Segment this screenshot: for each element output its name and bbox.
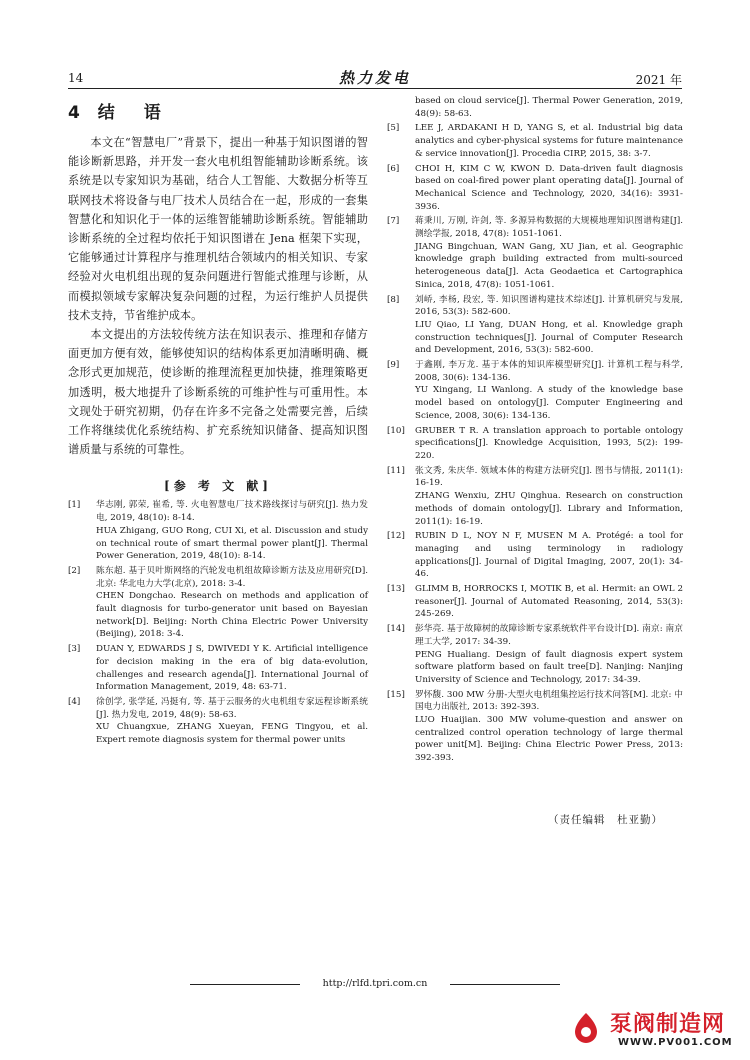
- reference-item: [387, 359, 683, 423]
- reference-line: LIU Qiao, LI Yang, DUAN Hong, et al. Knowledge graph construction techniques[J]. Journal of Computer Research and Development, 2016, 53(3): 582-600.: [415, 319, 683, 356]
- reference-number: [9]: [387, 360, 400, 371]
- page-footer: [190, 978, 560, 992]
- reference-item: [387, 583, 683, 621]
- reference-number: [7]: [387, 216, 400, 227]
- left-column: [68, 95, 368, 749]
- reference-item: [387, 122, 683, 160]
- conclusion-paragraph-2: 本文提出的方法较传统方法在知识表示、推理和存储方面更加方便有效，能够使知识的结构体系更加清晰明确、概念形式更加规范，使诊断的推理流程更加快捷，推理策略更加透明，极大地提升了诊断系统的可维护性与可重用性。本文现处于研究初期，仍存在许多不完备之处需要完善，后续工作将继续优化系统结构、扩充系统知识储备、提高知识图谱质量与系统的可靠性。: [68, 328, 368, 457]
- reference-item: [387, 623, 683, 687]
- reference-item: [68, 565, 368, 641]
- reference-number: [13]: [387, 584, 405, 595]
- reference-line: GLIMM B, HORROCKS I, MOTIK B, et al. Hermit: an OWL 2 reasoner[J]. Journal of Automated Reasoning, 2014, 53(3): 245-269.: [415, 584, 683, 620]
- reference-line: DUAN Y, EDWARDS J S, DWIVEDI Y K. Artificial intelligence for decision making in the era of big data-evolution, challenges and research agenda[J]. International Journal of Information Management, 2019, 48: 63-71.: [96, 644, 368, 693]
- page-number: 14: [68, 71, 84, 85]
- reference-line: LUO Huaijian. 300 MW volume-question and answer on centralized control operation technology of large thermal power unit[M]. Beijing: China Electric Power Press, 2013: 392-393.: [415, 715, 683, 764]
- reference-item: [387, 689, 683, 765]
- reference-number: [4]: [68, 697, 81, 707]
- running-header: [68, 66, 682, 89]
- reference-line: 蒋秉川, 万刚, 许剑, 等. 多源异构数据的大规模地理知识图谱构建[J]. 测绘学报, 2018, 47(8): 1051-1061.: [415, 216, 683, 240]
- reference-line: JIANG Bingchuan, WAN Gang, XU Jian, et al. Geographic knowledge graph building extracted from multi-sourced heterogeneous data[J]. Acta Geodaetica et Cartographica Sinica, 2018, 47(8): 1051-1061.: [415, 241, 683, 290]
- reference-number: [6]: [387, 163, 400, 174]
- reference-4-continuation: [387, 95, 683, 120]
- journal-title: 热力发电: [338, 69, 411, 87]
- reference-line: ZHANG Wenxiu, ZHU Qinghua. Research on construction methods of domain ontology[J]. Library and Information, 2011(1): 16-19.: [415, 491, 683, 527]
- watermark-url: WWW.PV001.COM: [618, 1037, 733, 1048]
- reference-item: [387, 294, 683, 358]
- reference-line: GRUBER T R. A translation approach to portable ontology specifications[J]. Knowledge Acquisition, 1993, 5(2): 199-220.: [415, 425, 683, 461]
- reference-number: [8]: [387, 294, 400, 305]
- reference-item: [68, 696, 368, 747]
- reference-line: HUA Zhigang, GUO Rong, CUI Xi, et al. Discussion and study on technical route of smart thermal power plant[J]. Thermal Power Generation, 2019, 48(10): 8-14.: [96, 525, 368, 562]
- reference-line: 罗怀馥. 300 MW 分册-大型火电机组集控运行技术问答[M]. 北京: 中国电力出版社, 2013: 392-393.: [415, 689, 683, 713]
- reference-line: CHEN Dongchao. Research on methods and application of fault diagnosis for turbo-generator unit based on Bayesian network[D]. Beijing: North China Electric Power University (Beijing), 2018: 3-4.: [96, 591, 368, 640]
- reference-line: 彭华亮. 基于故障树的故障诊断专家系统软件平台设计[D]. 南京: 南京理工大学, 2017: 34-39.: [415, 624, 683, 647]
- references-heading: [参 考 文 献]: [164, 479, 272, 494]
- valve-logo-icon: [570, 1011, 602, 1043]
- reference-line: 张文秀, 朱庆华. 领域本体的构建方法研究[J]. 图书与情报, 2011(1): 16-19.: [415, 465, 683, 489]
- reference-item: [387, 215, 683, 291]
- section-title-conclusion: 4 结 语: [68, 103, 167, 123]
- reference-number: [1]: [68, 500, 81, 511]
- watermark-text: 泵阀制造网: [610, 1012, 726, 1037]
- reference-line: based on cloud service[J]. Thermal Power Generation, 2019, 48(9): 58-63.: [415, 96, 683, 119]
- reference-item: [387, 465, 683, 529]
- reference-number: [10]: [387, 425, 405, 436]
- publication-year: 2021 年: [635, 73, 682, 87]
- reference-list-left: [68, 499, 368, 746]
- reference-number: [12]: [387, 531, 405, 542]
- reference-line: 徐创学, 张学延, 冯挺有, 等. 基于云服务的火电机组专家远程诊断系统[J]. 热力发电, 2019, 48(9): 58-63.: [96, 697, 368, 720]
- reference-line: 于鑫刚, 李万龙. 基于本体的知识库模型研究[J]. 计算机工程与科学, 2008, 30(6): 134-136.: [415, 360, 683, 383]
- responsible-editor: （责任编辑 杜亚勤）: [548, 814, 663, 826]
- reference-line: RUBIN D L, NOY N F, MUSEN M A. Protégé: a tool for managing and using terminology in radiology applications[J]. Journal of Digital Imaging, 2007, 20(1): 34-46.: [415, 531, 683, 580]
- reference-number: [2]: [68, 565, 81, 576]
- reference-line: PENG Hualiang. Design of fault diagnosis expert system software platform based on fault tree[D]. Nanjing: Nanjing University of Science and Technology, 2017: 34-39.: [415, 649, 683, 685]
- reference-number: [3]: [68, 644, 81, 655]
- reference-item: [68, 643, 368, 694]
- right-column: [387, 95, 683, 767]
- reference-item: [387, 163, 683, 214]
- reference-list-right-continued: [387, 95, 683, 120]
- watermark: [570, 1005, 750, 1060]
- reference-line: CHOI H, KIM C W, KWON D. Data-driven fault diagnosis based on coal-fired power plant operating data[J]. Journal of Mechanical Science and Technology, 2020, 34(16): 3931-3936.: [415, 163, 683, 212]
- reference-line: 华志刚, 郭荣, 崔希, 等. 火电智慧电厂技术路线探讨与研究[J]. 热力发电, 2019, 48(10): 8-14.: [96, 500, 368, 524]
- reference-item: [387, 425, 683, 463]
- reference-number: [14]: [387, 624, 405, 635]
- conclusion-paragraph-1: 本文在“智慧电厂”背景下，提出一种基于知识图谱的智能诊断新思路，并开发一套火电机组智能辅助诊断系统。该系统是以专家知识为基础，结合人工智能、大数据分析等互联网技术将设备与电厂技术人员结合在一起，形成的一套集智慧化和知识化于一体的运维智能辅助诊断系统。智能辅助诊断系统的全过程均依托于知识图谱在 Jena 框架下实现，它能够通过计算程序与推理机结合领域内的相关知识、专家经验对火电机组出现的复杂问题进行智能式推理与诊断，从而模拟领域专家解决复杂问题的过程，为运行维护人员提供技术支持，节省维护成本。: [68, 136, 368, 322]
- reference-number: [11]: [387, 465, 405, 476]
- footer-rule-right: [450, 984, 560, 985]
- reference-number: [5]: [387, 123, 400, 134]
- reference-list-right: [387, 122, 683, 764]
- reference-number: [15]: [387, 689, 405, 700]
- reference-line: 陈东超. 基于贝叶斯网络的汽轮发电机组故障诊断方法及应用研究[D]. 北京: 华北电力大学(北京), 2018: 3-4.: [96, 565, 368, 589]
- reference-line: XU Chuangxue, ZHANG Xueyan, FENG Tingyou, et al. Expert remote diagnosis system for thermal power units: [96, 722, 368, 746]
- reference-item: [68, 499, 368, 563]
- footer-url: http://rlfd.tpri.com.cn: [322, 978, 428, 989]
- reference-line: LEE J, ARDAKANI H D, YANG S, et al. Industrial big data analytics and cyber-physical systems for future maintenance & service innovation[J]. Procedia CIRP, 2015, 38: 3-7.: [415, 123, 683, 159]
- reference-line: 刘峤, 李杨, 段宏, 等. 知识图谱构建技术综述[J]. 计算机研究与发展, 2016, 53(3): 582-600.: [415, 294, 683, 318]
- reference-item: [387, 530, 683, 581]
- reference-line: YU Xingang, LI Wanlong. A study of the knowledge base model based on ontology[J]. Computer Engineering and Science, 2008, 30(6): 134-136.: [415, 385, 683, 421]
